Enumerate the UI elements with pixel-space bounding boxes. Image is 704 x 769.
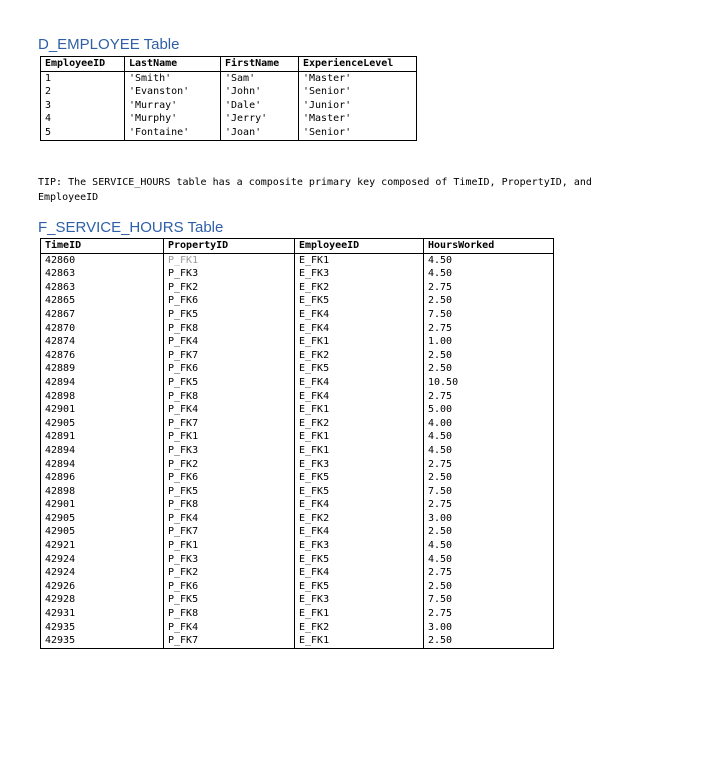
- employee-id-cell: E_FK5: [295, 553, 424, 567]
- tip-text: TIP: The SERVICE_HOURS table has a composite primary key composed of TimeID, PropertyID, and EmployeeID: [38, 177, 592, 203]
- hours-worked-cell: 10.50: [424, 376, 554, 390]
- employee-id-cell: E_FK5: [295, 362, 424, 376]
- table-row: [41, 607, 554, 621]
- time-id-cell: 42905: [41, 525, 164, 539]
- table-row: [41, 99, 417, 113]
- time-id-cell: 42896: [41, 471, 164, 485]
- employee-id-cell: E_FK4: [295, 308, 424, 322]
- employee-id-cell: E_FK2: [295, 512, 424, 526]
- hours-worked-cell: 2.50: [424, 471, 554, 485]
- experience-level-cell: 'Senior': [299, 126, 417, 140]
- table-row: [41, 444, 554, 458]
- employee-id-cell: E_FK4: [295, 322, 424, 336]
- table-row: [41, 417, 554, 431]
- table-row: [41, 458, 554, 472]
- property-id-cell: P_FK5: [164, 308, 295, 322]
- property-id-cell: P_FK3: [164, 444, 295, 458]
- hours-worked-cell: 2.50: [424, 349, 554, 363]
- property-id-cell: P_FK8: [164, 498, 295, 512]
- employee-id-cell: E_FK5: [295, 580, 424, 594]
- employee-id-cell: E_FK2: [295, 349, 424, 363]
- hours-worked-cell: 4.50: [424, 539, 554, 553]
- hours-worked-cell: 2.50: [424, 634, 554, 648]
- time-id-cell: 42928: [41, 593, 164, 607]
- table-row: [41, 580, 554, 594]
- experience-level-cell: 'Master': [299, 71, 417, 85]
- table-row: [41, 485, 554, 499]
- time-id-cell: 42926: [41, 580, 164, 594]
- time-id-cell: 42889: [41, 362, 164, 376]
- hours-header-employeeid: EmployeeID: [295, 239, 424, 254]
- employee-id-cell: E_FK1: [295, 444, 424, 458]
- time-id-cell: 42931: [41, 607, 164, 621]
- hours-worked-cell: 4.00: [424, 417, 554, 431]
- experience-level-cell: 'Master': [299, 112, 417, 126]
- time-id-cell: 42867: [41, 308, 164, 322]
- first-name-cell: 'Dale': [221, 99, 299, 113]
- property-id-cell: P_FK1: [164, 539, 295, 553]
- property-id-cell: P_FK4: [164, 512, 295, 526]
- employee-id-cell: 3: [41, 99, 125, 113]
- employee-table-body: [41, 71, 417, 140]
- time-id-cell: 42924: [41, 566, 164, 580]
- employee-header-employeeid: EmployeeID: [41, 57, 125, 72]
- property-id-cell: P_FK6: [164, 471, 295, 485]
- table-row: [41, 553, 554, 567]
- employee-id-cell: E_FK1: [295, 403, 424, 417]
- hours-worked-cell: 4.50: [424, 553, 554, 567]
- property-id-cell: P_FK2: [164, 458, 295, 472]
- property-id-cell: P_FK7: [164, 349, 295, 363]
- hours-worked-cell: 2.75: [424, 566, 554, 580]
- property-id-cell: P_FK2: [164, 566, 295, 580]
- hours-worked-cell: 7.50: [424, 308, 554, 322]
- employee-header-experiencelevel: ExperienceLevel: [299, 57, 417, 72]
- time-id-cell: 42863: [41, 281, 164, 295]
- experience-level-cell: 'Junior': [299, 99, 417, 113]
- property-id-cell: P_FK1: [164, 430, 295, 444]
- table-row: [41, 281, 554, 295]
- table-row: [41, 267, 554, 281]
- time-id-cell: 42894: [41, 458, 164, 472]
- employee-id-cell: E_FK3: [295, 267, 424, 281]
- employee-id-cell: E_FK1: [295, 253, 424, 267]
- employee-table-header-row: [41, 57, 417, 72]
- employee-id-cell: E_FK2: [295, 417, 424, 431]
- property-id-cell: P_FK2: [164, 281, 295, 295]
- hours-header-propertyid: PropertyID: [164, 239, 295, 254]
- employee-id-cell: E_FK4: [295, 390, 424, 404]
- hours-worked-cell: 2.50: [424, 525, 554, 539]
- employee-header-lastname: LastName: [125, 57, 221, 72]
- employee-id-cell: E_FK3: [295, 458, 424, 472]
- first-name-cell: 'Jerry': [221, 112, 299, 126]
- time-id-cell: 42894: [41, 444, 164, 458]
- employee-id-cell: E_FK2: [295, 621, 424, 635]
- employee-id-cell: E_FK1: [295, 335, 424, 349]
- employee-id-cell: E_FK1: [295, 634, 424, 648]
- hours-worked-cell: 2.75: [424, 281, 554, 295]
- employee-id-cell: E_FK5: [295, 471, 424, 485]
- table-row: [41, 71, 417, 85]
- hours-worked-cell: 4.50: [424, 444, 554, 458]
- time-id-cell: 42891: [41, 430, 164, 444]
- hours-worked-cell: 2.75: [424, 607, 554, 621]
- property-id-cell: P_FK8: [164, 390, 295, 404]
- last-name-cell: 'Murphy': [125, 112, 221, 126]
- hours-worked-cell: 7.50: [424, 485, 554, 499]
- employee-id-cell: E_FK2: [295, 281, 424, 295]
- time-id-cell: 42901: [41, 498, 164, 512]
- table-row: [41, 253, 554, 267]
- table-row: [41, 403, 554, 417]
- time-id-cell: 42870: [41, 322, 164, 336]
- hours-worked-cell: 2.75: [424, 322, 554, 336]
- time-id-cell: 42935: [41, 621, 164, 635]
- table-row: [41, 376, 554, 390]
- property-id-cell: P_FK6: [164, 580, 295, 594]
- hours-worked-cell: 1.00: [424, 335, 554, 349]
- table-row: [41, 335, 554, 349]
- time-id-cell: 42921: [41, 539, 164, 553]
- hours-table-title: F_SERVICE_HOURS Table: [38, 219, 224, 236]
- table-row: [41, 471, 554, 485]
- employee-table: [40, 56, 417, 141]
- employee-id-cell: E_FK5: [295, 485, 424, 499]
- property-id-cell: P_FK5: [164, 485, 295, 499]
- service-hours-table-body: [41, 253, 554, 648]
- table-row: [41, 390, 554, 404]
- employee-id-cell: E_FK5: [295, 294, 424, 308]
- table-row: [41, 512, 554, 526]
- employee-id-cell: E_FK1: [295, 607, 424, 621]
- employee-id-cell: E_FK1: [295, 430, 424, 444]
- table-row: [41, 525, 554, 539]
- hours-table-header-row: [41, 239, 554, 254]
- property-id-cell: P_FK4: [164, 621, 295, 635]
- property-id-cell: P_FK1: [164, 253, 295, 267]
- hours-header-timeid: TimeID: [41, 239, 164, 254]
- first-name-cell: 'Joan': [221, 126, 299, 140]
- time-id-cell: 42863: [41, 267, 164, 281]
- table-row: [41, 621, 554, 635]
- time-id-cell: 42876: [41, 349, 164, 363]
- first-name-cell: 'John': [221, 85, 299, 99]
- hours-worked-cell: 2.75: [424, 390, 554, 404]
- hours-worked-cell: 2.50: [424, 294, 554, 308]
- property-id-cell: P_FK8: [164, 322, 295, 336]
- table-row: [41, 566, 554, 580]
- time-id-cell: 42905: [41, 417, 164, 431]
- hours-worked-cell: 4.50: [424, 430, 554, 444]
- employee-header-firstname: FirstName: [221, 57, 299, 72]
- property-id-cell: P_FK4: [164, 335, 295, 349]
- time-id-cell: 42924: [41, 553, 164, 567]
- time-id-cell: 42935: [41, 634, 164, 648]
- table-row: [41, 430, 554, 444]
- table-row: [41, 294, 554, 308]
- hours-header-hoursworked: HoursWorked: [424, 239, 554, 254]
- table-row: [41, 349, 554, 363]
- property-id-cell: P_FK7: [164, 525, 295, 539]
- experience-level-cell: 'Senior': [299, 85, 417, 99]
- time-id-cell: 42898: [41, 390, 164, 404]
- time-id-cell: 42865: [41, 294, 164, 308]
- property-id-cell: P_FK6: [164, 294, 295, 308]
- property-id-cell: P_FK8: [164, 607, 295, 621]
- property-id-cell: P_FK5: [164, 593, 295, 607]
- last-name-cell: 'Evanston': [125, 85, 221, 99]
- table-row: [41, 126, 417, 140]
- last-name-cell: 'Fontaine': [125, 126, 221, 140]
- table-row: [41, 593, 554, 607]
- hours-worked-cell: 7.50: [424, 593, 554, 607]
- time-id-cell: 42898: [41, 485, 164, 499]
- table-row: [41, 85, 417, 99]
- table-row: [41, 308, 554, 322]
- employee-id-cell: E_FK4: [295, 566, 424, 580]
- employee-id-cell: 5: [41, 126, 125, 140]
- time-id-cell: 42905: [41, 512, 164, 526]
- hours-worked-cell: 4.50: [424, 253, 554, 267]
- first-name-cell: 'Sam': [221, 71, 299, 85]
- last-name-cell: 'Murray': [125, 99, 221, 113]
- table-row: [41, 539, 554, 553]
- employee-id-cell: E_FK3: [295, 593, 424, 607]
- property-id-cell: P_FK4: [164, 403, 295, 417]
- table-row: [41, 634, 554, 648]
- time-id-cell: 42894: [41, 376, 164, 390]
- service-hours-table: [40, 238, 554, 649]
- time-id-cell: 42901: [41, 403, 164, 417]
- hours-worked-cell: 2.50: [424, 362, 554, 376]
- time-id-cell: 42860: [41, 253, 164, 267]
- hours-worked-cell: 2.75: [424, 458, 554, 472]
- time-id-cell: 42874: [41, 335, 164, 349]
- property-id-cell: P_FK7: [164, 417, 295, 431]
- property-id-cell: P_FK3: [164, 553, 295, 567]
- employee-id-cell: 1: [41, 71, 125, 85]
- hours-worked-cell: 2.75: [424, 498, 554, 512]
- employee-id-cell: E_FK4: [295, 525, 424, 539]
- hours-worked-cell: 4.50: [424, 267, 554, 281]
- table-row: [41, 362, 554, 376]
- employee-id-cell: 2: [41, 85, 125, 99]
- employee-id-cell: 4: [41, 112, 125, 126]
- table-row: [41, 112, 417, 126]
- property-id-cell: P_FK5: [164, 376, 295, 390]
- table-row: [41, 498, 554, 512]
- table-row: [41, 322, 554, 336]
- last-name-cell: 'Smith': [125, 71, 221, 85]
- employee-id-cell: E_FK4: [295, 498, 424, 512]
- hours-worked-cell: 5.00: [424, 403, 554, 417]
- property-id-cell: P_FK3: [164, 267, 295, 281]
- employee-id-cell: E_FK3: [295, 539, 424, 553]
- employee-table-title: D_EMPLOYEE Table: [38, 36, 180, 53]
- property-id-cell: P_FK6: [164, 362, 295, 376]
- hours-worked-cell: 2.50: [424, 580, 554, 594]
- hours-worked-cell: 3.00: [424, 621, 554, 635]
- employee-id-cell: E_FK4: [295, 376, 424, 390]
- hours-worked-cell: 3.00: [424, 512, 554, 526]
- property-id-cell: P_FK7: [164, 634, 295, 648]
